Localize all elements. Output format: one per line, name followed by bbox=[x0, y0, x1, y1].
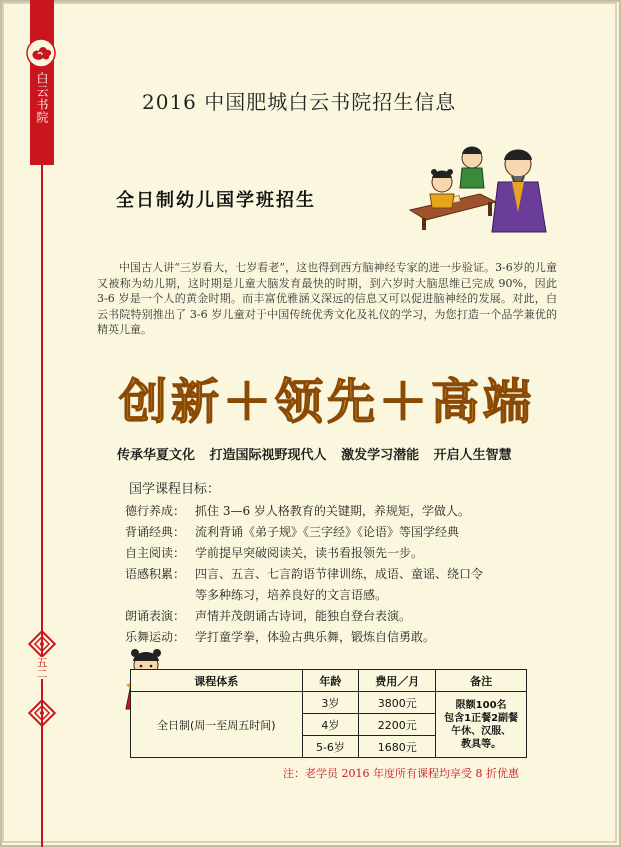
column-header: 费用／月 bbox=[359, 670, 436, 692]
age-cell: 4岁 bbox=[302, 714, 359, 736]
goal-item bbox=[125, 501, 545, 522]
goal-item bbox=[125, 543, 545, 564]
discount-footnote: 注：老学员 2016 年度所有课程均享受 8 折优惠 bbox=[283, 767, 519, 780]
side-seal-text: 白云书院 bbox=[35, 72, 49, 124]
table-row bbox=[131, 692, 527, 714]
scholar-teaching-illustration bbox=[400, 132, 550, 234]
column-header: 年龄 bbox=[302, 670, 359, 692]
tagline-item: 激发学习潜能 bbox=[341, 448, 420, 463]
goal-key: 朗诵表演： bbox=[125, 609, 186, 623]
note-line: 包含1正餐2副餐 bbox=[444, 712, 519, 724]
age-cell: 5-6岁 bbox=[302, 736, 359, 758]
fee-cell: 2200元 bbox=[359, 714, 436, 736]
note-line: 教具等。 bbox=[461, 738, 502, 750]
chinese-knot-icon bbox=[28, 630, 56, 658]
tagline-item: 传承华夏文化 bbox=[117, 448, 196, 463]
note-cell bbox=[436, 692, 527, 758]
table-header-row bbox=[131, 670, 527, 692]
fee-cell: 1680元 bbox=[359, 736, 436, 758]
tagline-item: 打造国际视野现代人 bbox=[209, 448, 327, 463]
goal-item bbox=[125, 564, 545, 585]
goal-key: 语感积累： bbox=[125, 567, 186, 581]
goal-item bbox=[125, 606, 545, 627]
goal-value: 学前提早突破阅读关，读书看报领先一步。 bbox=[195, 546, 424, 560]
goal-continuation: 等多种练习，培养良好的文言语感。 bbox=[195, 588, 388, 602]
goal-item bbox=[125, 627, 545, 648]
fee-cell: 3800元 bbox=[359, 692, 436, 714]
fees-table bbox=[130, 669, 527, 758]
auspicious-cloud-icon bbox=[26, 38, 56, 68]
tagline bbox=[117, 444, 557, 463]
slogan-text: 创新＋领先＋高端 bbox=[118, 374, 536, 430]
age-cell: 3岁 bbox=[302, 692, 359, 714]
goal-key: 乐舞运动： bbox=[125, 630, 186, 644]
slogan-banner bbox=[112, 366, 542, 436]
tagline-item: 开启人生智慧 bbox=[433, 448, 512, 463]
goal-value: 流利背诵《弟子规》《三字经》《论语》等国学经典 bbox=[195, 525, 460, 539]
goal-key: 德行养成： bbox=[125, 504, 186, 518]
goal-item bbox=[125, 522, 545, 543]
page-number: 五二 bbox=[35, 657, 48, 679]
goal-key: 背诵经典： bbox=[125, 525, 186, 539]
goals-list bbox=[125, 501, 545, 648]
chinese-knot-icon bbox=[28, 699, 56, 727]
goals-heading: 国学课程目标： bbox=[129, 482, 221, 497]
goal-value: 抓住 3—6 岁人格教育的关键期，养规矩，学做人。 bbox=[195, 504, 470, 518]
column-header: 备注 bbox=[436, 670, 527, 692]
page-title: 2016 中国肥城白云书院招生信息 bbox=[142, 90, 457, 114]
goal-value: 四言、五言、七言韵语节律训练，成语、童谣、绕口令 bbox=[195, 567, 484, 581]
goal-value: 声情并茂朗诵古诗词，能独自登台表演。 bbox=[195, 609, 412, 623]
column-header: 课程体系 bbox=[131, 670, 303, 692]
goal-value: 学打童学拳，体验古典乐舞，锻炼自信勇敢。 bbox=[195, 630, 436, 644]
note-line: 午休、汉服、 bbox=[451, 725, 512, 737]
side-tab bbox=[30, 0, 54, 165]
class-subtitle: 全日制幼儿国学班招生 bbox=[116, 190, 316, 211]
note-line: 限额100名 bbox=[455, 699, 507, 711]
course-cell: 全日制(周一至周五时间) bbox=[131, 692, 303, 758]
goal-key: 自主阅读： bbox=[125, 546, 186, 560]
intro-paragraph: 中国古人讲“三岁看大，七岁看老”，这也得到西方脑神经专家的进一步验证。3-6岁的儿童又被称为幼儿期，这时期是儿童大脑发育最快的时期，到六岁时大脑思维已完成 90%，因此 3-6 岁是一个人的黄金时期。而丰富优雅涵义深远的信息又可以促进脑神经的发展。对此，白云书院特别推出了 3-6 岁儿童对于中国传统优秀文化及礼仪的学习，为您打造一个品学兼优的精英儿童。 bbox=[97, 261, 557, 337]
